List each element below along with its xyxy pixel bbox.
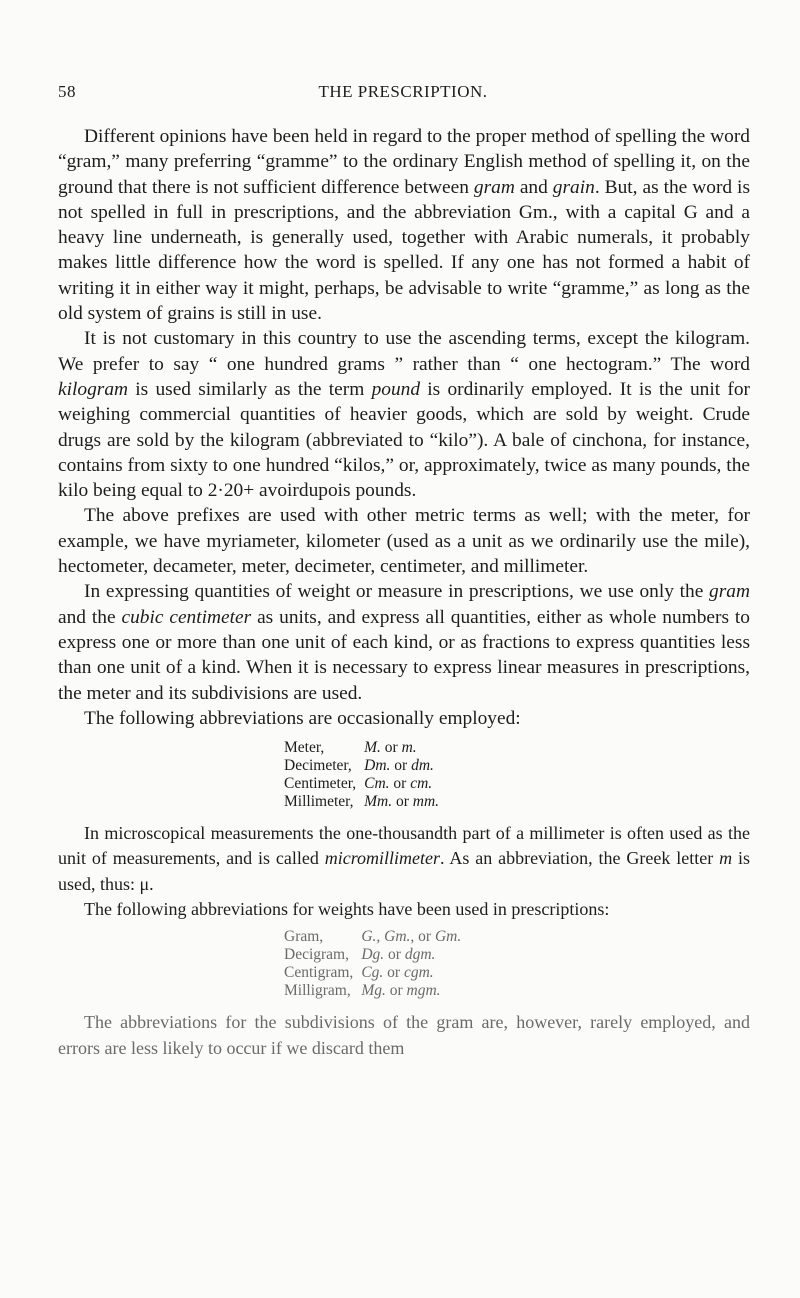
italic-term: cubic centimeter <box>121 606 252 628</box>
paragraph-weight-intro: The following abbreviations for weights have been used in prescriptions: <box>84 899 610 920</box>
weight-row <box>284 946 469 964</box>
length-row <box>284 739 447 757</box>
running-title: THE PRESCRIPTION. <box>318 82 488 101</box>
unit-name: Decigram, <box>284 946 349 964</box>
italic-term: grain <box>552 176 595 198</box>
paragraph-units: In expressing quantities of weight or measure in prescriptions, we use only the gram and the cubic centimeter as units, and express all quantities, either as whole numbers to express one or more than one unit of each kind, or as fractions to express quantities less than one unit of a kind. When it is necessary to express linear measures in prescriptions, the meter and its subdivisions are used. <box>58 581 750 704</box>
unit-abbreviations: Mg. or mgm. <box>361 982 441 1000</box>
italic-term: m <box>719 848 733 869</box>
unit-name: Centigram, <box>284 964 354 982</box>
page-header <box>58 82 748 106</box>
unit-abbreviations: Dm. or dm. <box>364 757 434 775</box>
length-row <box>284 775 447 793</box>
italic-term: gram <box>709 581 750 603</box>
italic-term: gram <box>473 176 515 198</box>
unit-name: Gram, <box>284 928 324 946</box>
length-row <box>284 793 447 811</box>
unit-name: Decimeter, <box>284 757 352 775</box>
paragraph-subdivisions: The abbreviations for the subdivisions of the gram are, however, rarely employed, and errors are less likely to occur if we discard them <box>58 1012 750 1058</box>
italic-term: kilogram <box>58 378 129 400</box>
paragraph-length-intro: The following abbreviations are occasionally employed: <box>84 707 521 729</box>
italic-term: pound <box>371 378 421 400</box>
unit-abbreviations: Cg. or cgm. <box>361 964 434 982</box>
length-row <box>284 757 447 775</box>
weight-row <box>284 928 469 946</box>
weight-row <box>284 964 469 982</box>
paragraph-gram-spelling: Different opinions have been held in regard to the proper method of spelling the word “gram,” many preferring “gramme” to the ordinary English method of spelling it, on the ground that there is not sufficient difference between gram and grain. But, as the word is not spelled in full in prescriptions, and the abbreviation Gm., with a capital G and a heavy line underneath, is generally used, together with Arabic numerals, it probably makes little difference how the word is spelled. If any one has not formed a habit of writing it in either way it might, perhaps, be advisable to write “gramme,” as long as the old system of grains is still in use. <box>58 126 750 325</box>
unit-name: Millimeter, <box>284 793 354 811</box>
italic-term: micromillimeter <box>324 848 441 869</box>
unit-name: Meter, <box>284 739 325 757</box>
unit-name: Milligram, <box>284 982 351 1000</box>
weight-row <box>284 982 469 1000</box>
length-abbreviation-table <box>284 739 447 811</box>
unit-abbreviations: Mm. or mm. <box>364 793 440 811</box>
paragraph-ascending-terms: It is not customary in this country to use the ascending terms, except the kilogram. We prefer to say “ one hundred grams ” rather than “ one hectogram.” The word kilogram is used similarly as the term pound is ordinarily employed. It is the unit for weighing commercial quantities of heavier goods, which are sold by weight. Crude drugs are sold by the kilogram (abbreviated to “kilo”). A bale of cinchona, for instance, contains from sixty to one hundred “kilos,” or, approximately, twice as many pounds, the kilo being equal to 2·20+ avoirdupois pounds. <box>58 328 750 502</box>
unit-abbreviations: Dg. or dgm. <box>361 946 436 964</box>
page-body <box>58 124 750 1061</box>
page-number: 58 <box>58 82 76 101</box>
unit-abbreviations: Cm. or cm. <box>364 775 433 793</box>
paragraph-micromillimeter: In microscopical measurements the one-thousandth part of a millimeter is often used as the unit of measurements, and is called micromillimeter. As an abbreviation, the Greek letter m is used, thus: μ. <box>58 823 750 894</box>
unit-abbreviations: M. or m. <box>364 739 417 757</box>
paragraph-prefixes: The above prefixes are used with other metric terms as well; with the meter, for example, we have myriameter, kilometer (used as a unit as we ordinarily use the mile), hectometer, decameter, meter, decimeter, centimeter, and millimeter. <box>58 505 750 578</box>
unit-abbreviations: G., Gm., or Gm. <box>361 928 462 946</box>
unit-name: Centimeter, <box>284 775 357 793</box>
weight-abbreviation-table <box>284 928 469 1000</box>
